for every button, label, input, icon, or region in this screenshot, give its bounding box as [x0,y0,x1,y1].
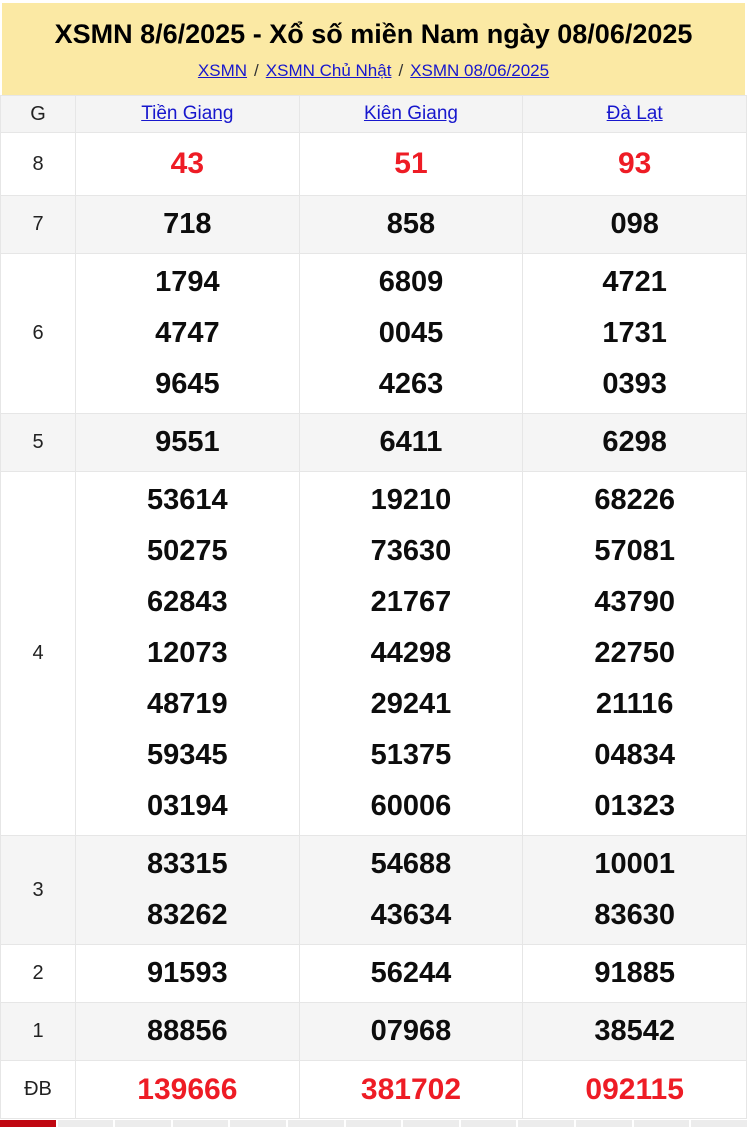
prize-number: 91593 [147,957,228,989]
prize-number: 381702 [360,1073,462,1106]
prize-number: 51 [394,147,428,180]
prize-number: 4747 [155,317,220,349]
prize-number: 21767 [370,586,452,618]
prize-number: 1794 [155,266,220,298]
prize-number: 12073 [147,637,228,669]
prize-number: 21116 [595,688,674,720]
province-column-header [299,96,523,133]
breadcrumb [2,60,745,81]
prize-number: 88856 [147,1015,228,1047]
strip-cell [691,1120,747,1127]
prize-row-2 [1,945,747,1003]
strip-cell [173,1120,229,1127]
prize-number: 53614 [147,484,228,516]
prize-label: 6 [1,254,76,414]
lottery-results-table [0,95,747,1119]
prize-numbers-cell [76,414,300,472]
prize-number: 57081 [594,535,675,567]
prize-label: ĐB [1,1061,76,1119]
prize-numbers-cell [299,196,523,254]
prize-row-6 [1,254,747,414]
prize-number: 718 [163,208,212,240]
prize-number: 9645 [155,368,220,400]
breadcrumb-link[interactable]: XSMN [197,61,248,80]
prize-number: 9551 [155,426,220,458]
prize-number: 6809 [378,266,444,298]
prize-number: 1731 [602,317,667,349]
prize-number: 68226 [594,484,675,516]
prize-numbers-cell [523,414,747,472]
breadcrumb-separator: / [398,61,404,80]
prize-number: 6411 [379,426,443,458]
prize-number: 139666 [137,1073,238,1106]
prize-number: 29241 [370,688,452,720]
strip-cell [115,1120,171,1127]
page-title: XSMN 8/6/2025 - Xổ số miền Nam ngày 08/06/2025 [54,19,693,49]
prize-numbers-cell [76,1003,300,1061]
prize-number: 44298 [370,637,452,669]
prize-numbers-cell [299,133,523,196]
prize-numbers-cell [523,1061,747,1119]
prize-row-1 [1,1003,747,1061]
prize-number: 19210 [370,484,452,516]
prize-row-8 [1,133,747,196]
prize-numbers-cell [523,472,747,836]
prize-numbers-cell [299,945,523,1003]
strip-highlight-cell [0,1120,56,1127]
prize-numbers-cell [299,1003,523,1061]
prize-number: 83315 [147,848,228,880]
province-link[interactable]: Đà Lạt [606,103,663,124]
prize-numbers-cell [76,836,300,945]
prize-numbers-cell [76,472,300,836]
prize-number: 38542 [594,1015,675,1047]
prize-number: 03194 [147,790,228,822]
table-header-row [1,96,747,133]
prize-number: 04834 [594,739,675,771]
prize-number: 4721 [602,266,667,298]
strip-cell [461,1120,517,1127]
province-link[interactable]: Tiền Giang [141,103,234,124]
strip-cell [576,1120,632,1127]
prize-numbers-cell [523,196,747,254]
prize-numbers-cell [299,414,523,472]
prize-number: 6298 [602,426,667,458]
prize-number: 092115 [585,1073,684,1106]
prize-label: 8 [1,133,76,196]
prize-number: 43790 [594,586,675,618]
prize-number: 43634 [370,899,452,931]
prize-number: 51375 [370,739,452,771]
prize-number: 83630 [594,899,675,931]
prize-numbers-cell [299,1061,523,1119]
prize-numbers-cell [523,836,747,945]
prize-number: 0393 [602,368,667,400]
prize-label: 7 [1,196,76,254]
prize-number: 07968 [370,1015,452,1047]
prize-numbers-cell [299,836,523,945]
prize-number: 0045 [378,317,444,349]
prize-number: 60006 [370,790,452,822]
breadcrumb-link[interactable]: XSMN Chủ Nhật [265,61,392,80]
prize-row-ĐB [1,1061,747,1119]
strip-cell [403,1120,459,1127]
prize-row-4 [1,472,747,836]
prize-numbers-cell [76,254,300,414]
prize-numbers-cell [299,254,523,414]
prize-number: 43 [170,147,205,180]
prize-number: 56244 [370,957,452,989]
province-link[interactable]: Kiên Giang [363,103,458,124]
prize-numbers-cell [523,945,747,1003]
breadcrumb-link[interactable]: XSMN 08/06/2025 [410,61,550,80]
prize-number: 098 [610,208,659,240]
strip-cell [230,1120,286,1127]
prize-number: 91885 [594,957,675,989]
province-column-header [523,96,747,133]
prize-number: 83262 [147,899,228,931]
prize-number: 48719 [147,688,228,720]
prize-number: 4263 [378,368,444,400]
prize-numbers-cell [523,254,747,414]
prize-column-header: G [1,96,76,133]
result-header-banner [2,3,745,95]
prize-row-3 [1,836,747,945]
prize-numbers-cell [76,1061,300,1119]
prize-number: 01323 [594,790,675,822]
next-table-top-strip [0,1120,747,1127]
prize-numbers-cell [76,945,300,1003]
province-column-header [76,96,300,133]
prize-numbers-cell [299,472,523,836]
breadcrumb-separator: / [254,61,259,80]
prize-number: 62843 [147,586,228,618]
prize-number: 93 [617,147,652,180]
prize-numbers-cell [523,1003,747,1061]
prize-numbers-cell [76,133,300,196]
strip-cell [288,1120,344,1127]
prize-number: 858 [386,208,436,240]
strip-cell [634,1120,690,1127]
prize-label: 4 [1,472,76,836]
strip-cell [58,1120,114,1127]
prize-numbers-cell [523,133,747,196]
prize-label: 2 [1,945,76,1003]
prize-number: 59345 [147,739,228,771]
prize-number: 10001 [594,848,675,880]
prize-label: 1 [1,1003,76,1061]
prize-label: 3 [1,836,76,945]
prize-numbers-cell [76,196,300,254]
strip-cell [346,1120,402,1127]
prize-number: 54688 [370,848,452,880]
prize-label: 5 [1,414,76,472]
prize-row-7 [1,196,747,254]
prize-number: 22750 [594,637,675,669]
strip-cell [518,1120,574,1127]
prize-row-5 [1,414,747,472]
prize-number: 73630 [370,535,452,567]
prize-number: 50275 [147,535,228,567]
page [0,3,747,1127]
